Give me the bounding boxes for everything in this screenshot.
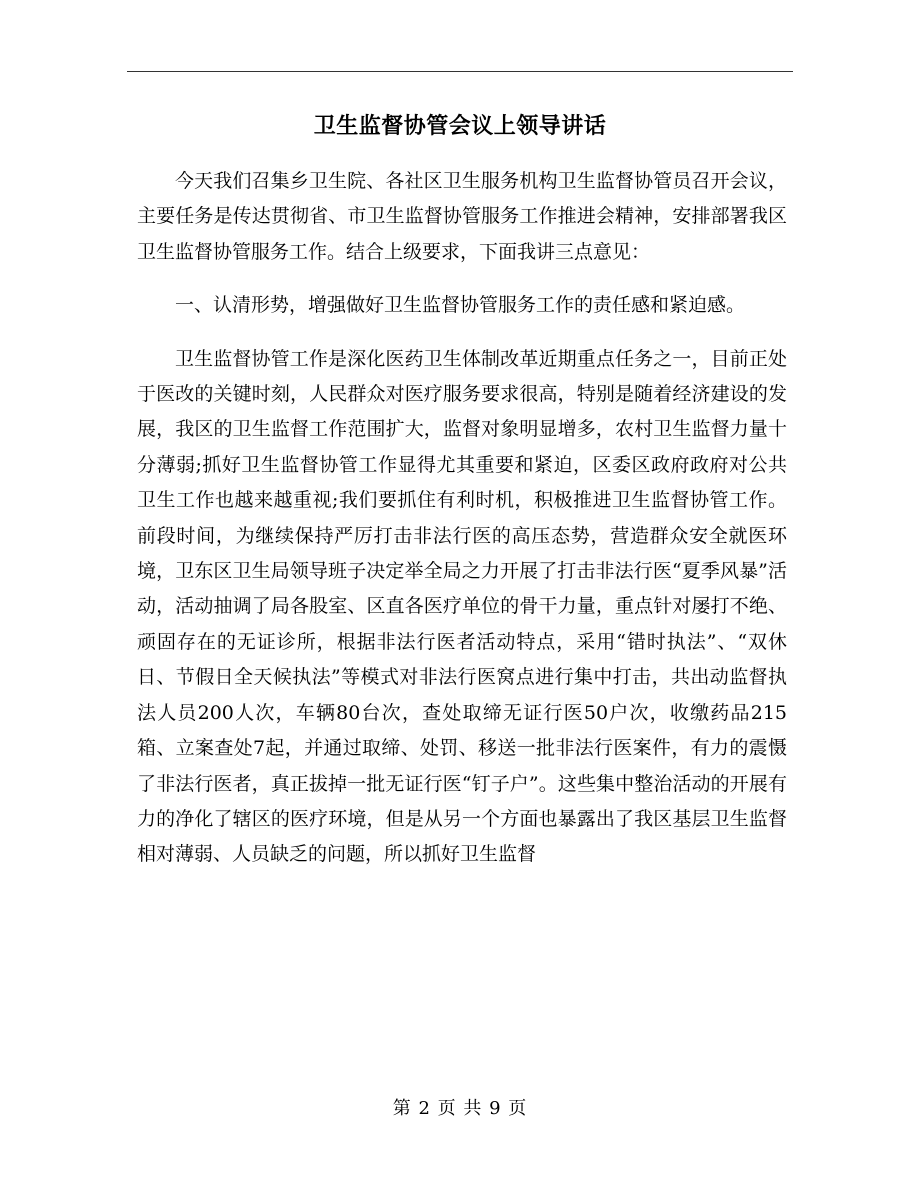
document-title: 卫生监督协管会议上领导讲话 xyxy=(313,113,607,139)
page-number: 第 2 页 共 9 页 xyxy=(392,1098,528,1119)
document-body xyxy=(137,164,787,873)
body-paragraph-section-1: 卫生监督协管工作是深化医药卫生体制改革近期重点任务之一，目前正处于医改的关键时刻，人民群众对医疗服务要求很高，特别是随着经济建设的发展，我区的卫生监督工作范围扩大，监督对象明显增多，农村卫生监督力量十分薄弱;抓好卫生监督协管工作显得尤其重要和紧迫，区委区政府政府对公共卫生工作也越来越重视;我们要抓住有利时机，积极推进卫生监督协管工作。前段时间，为继续保持严厉打击非法行医的高压态势，营造群众安全就医环境，卫东区卫生局领导班子决定举全局之力开展了打击非法行医“夏季风暴”活动，活动抽调了局各股室、区直各医疗单位的骨干力量，重点针对屡打不绝、顽固存在的无证诊所，根据非法行医者活动特点，采用“错时执法”、“双休日、节假日全天候执法”等模式对非法行医窝点进行集中打击，共出动监督执法人员200人次，车辆80台次，查处取缔无证行医50户次，收缴药品215箱、立案查处7起，并通过取缔、处罚、移送一批非法行医案件，有力的震慑了非法行医者，真正拔掉一批无证行医“钉子户”。这些集中整治活动的开展有力的净化了辖区的医疗环境，但是从另一个方面也暴露出了我区基层卫生监督相对薄弱、人员缺乏的问题，所以抓好卫生监督 xyxy=(137,347,787,866)
header-rule xyxy=(127,71,793,72)
section-heading-1: 一、认清形势，增强做好卫生监督协管服务工作的责任感和紧迫感。 xyxy=(175,294,746,317)
body-paragraph-intro: 今天我们召集乡卫生院、各社区卫生服务机构卫生监督协管员召开会议，主要任务是传达贯彻省、市卫生监督协管服务工作推进会精神，安排部署我区卫生监督协管服务工作。结合上级要求，下面我讲三点意见： xyxy=(137,170,787,263)
